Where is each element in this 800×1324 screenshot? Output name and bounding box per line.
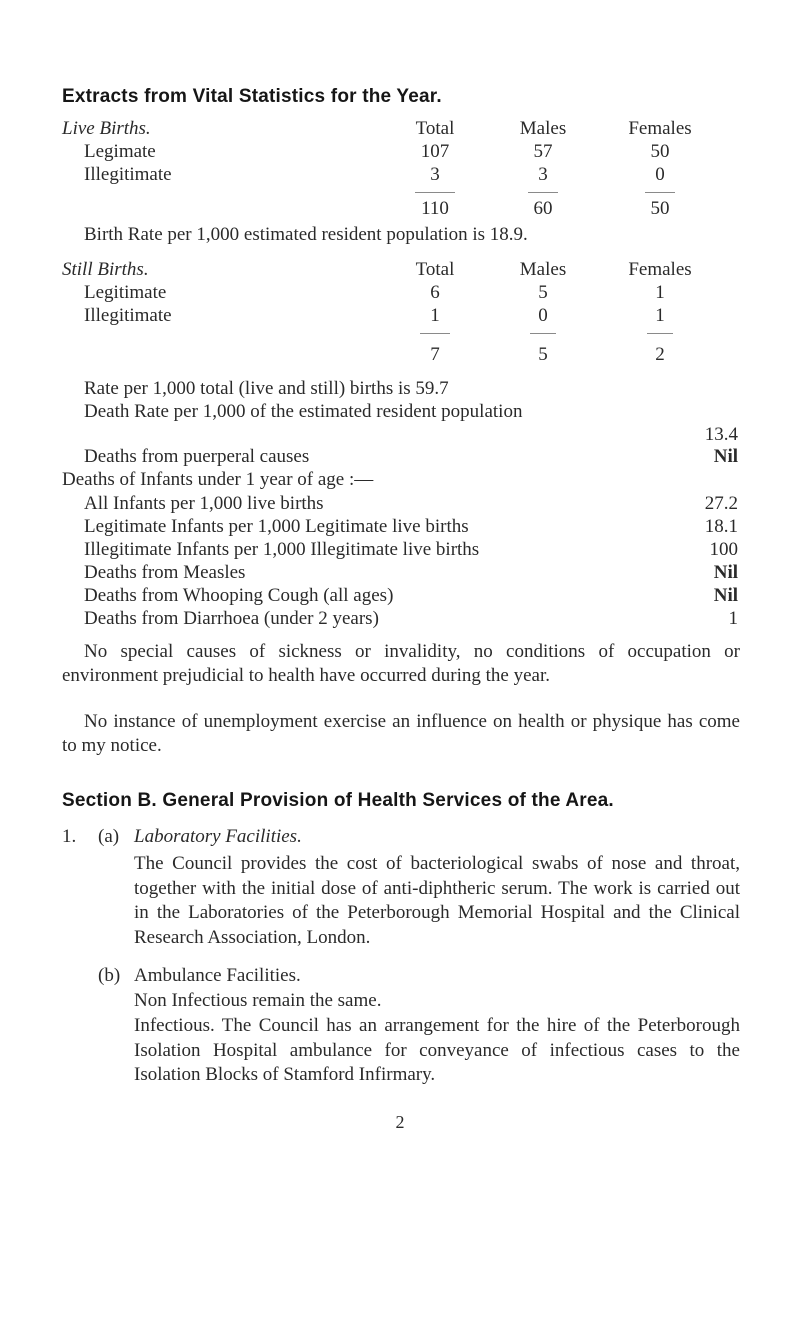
live-row-label: Legimate	[84, 141, 156, 162]
page-number: 2	[395, 1112, 405, 1132]
item-b-line1: Non Infectious remain the same.	[134, 990, 382, 1011]
paragraph-unemployment: No instance of unemployment exercise an influence on health or physique has come to my notice.	[62, 711, 740, 756]
live-col-total: Total	[415, 118, 455, 139]
still-sum-males: 5	[538, 344, 548, 365]
live-females-rule	[645, 192, 675, 193]
vital-statistics-heading: Extracts from Vital Statistics for the Year.	[62, 86, 442, 107]
puerperal-label: Deaths from puerperal causes	[84, 446, 310, 467]
item-a-marker: (a)	[98, 826, 120, 847]
infant-row-label: Illegitimate Infants per 1,000 Illegitimate live births	[84, 539, 480, 560]
section-b-heading: Section B. General Provision of Health Services of the Area.	[62, 790, 614, 811]
death-rate-label: Death Rate per 1,000 of the estimated resident population	[84, 401, 523, 422]
infant-row-label: Legitimate Infants per 1,000 Legitimate live births	[84, 516, 469, 537]
infant-row-label: Deaths from Measles	[84, 562, 246, 583]
still-males-rule	[530, 333, 556, 334]
puerperal-value: Nil	[713, 446, 738, 467]
birth-rate-line: Birth Rate per 1,000 estimated resident population is 18.9.	[84, 224, 528, 245]
live-row-total: 107	[420, 141, 450, 162]
live-births-title: Live Births.	[62, 118, 151, 139]
still-births-title: Still Births.	[62, 259, 149, 280]
still-females-rule	[647, 333, 673, 334]
live-row-males: 57	[533, 141, 553, 162]
live-row-males: 3	[538, 164, 548, 185]
item-b-title: Ambulance Facilities.	[134, 965, 301, 986]
still-sum-females: 2	[655, 344, 665, 365]
infant-row-label: Deaths from Whooping Cough (all ages)	[84, 585, 394, 606]
live-row-females: 0	[655, 164, 665, 185]
death-rate-value: 13.4	[704, 424, 738, 445]
live-col-females: Females	[628, 118, 692, 139]
live-sum-males: 60	[533, 198, 553, 219]
live-males-rule	[528, 192, 558, 193]
still-row-females: 1	[655, 282, 665, 303]
live-sum-total: 110	[421, 198, 449, 219]
live-row-females: 50	[650, 141, 670, 162]
infant-row-value: Nil	[713, 562, 738, 583]
still-row-label: Illegitimate	[84, 305, 172, 326]
still-row-males: 5	[538, 282, 548, 303]
infant-row-value: 18.1	[704, 516, 738, 537]
live-sum-females: 50	[650, 198, 670, 219]
infant-row-value: 1	[728, 608, 738, 629]
still-row-total: 1	[430, 305, 440, 326]
live-col-males: Males	[519, 118, 567, 139]
still-row-males: 0	[538, 305, 548, 326]
still-row-females: 1	[655, 305, 665, 326]
infant-row-label: Deaths from Diarrhoea (under 2 years)	[84, 608, 379, 629]
item-a-title: Laboratory Facilities.	[134, 826, 302, 847]
paragraph-sickness: No special causes of sickness or invalidity, no conditions of occupation or environment prejudicial to health have occurred during the year.	[62, 641, 740, 686]
live-row-total: 3	[430, 164, 440, 185]
total-births-rate-line: Rate per 1,000 total (live and still) births is 59.7	[84, 378, 449, 399]
still-sum-total: 7	[430, 344, 440, 365]
item-number: 1.	[62, 826, 77, 847]
still-col-males: Males	[519, 259, 567, 280]
infant-row-label: All Infants per 1,000 live births	[84, 493, 324, 514]
infant-row-value: 27.2	[704, 493, 738, 514]
live-row-label: Illegitimate	[84, 164, 172, 185]
live-total-rule	[415, 192, 455, 193]
still-row-total: 6	[430, 282, 440, 303]
item-b-marker: (b)	[98, 965, 121, 986]
still-row-label: Legitimate	[84, 282, 167, 303]
still-total-rule	[420, 333, 450, 334]
item-b-text: Infectious. The Council has an arrangement for the hire of the Peterborough Isolation Hospital ambulance for conveyance of infectious cases to the Isolation Blocks of Stamford Infirmary.	[134, 1015, 740, 1085]
still-col-females: Females	[628, 259, 692, 280]
infant-row-value: Nil	[713, 585, 738, 606]
item-a-text: The Council provides the cost of bacteriological swabs of nose and throat, together with the initial dose of anti-diphtheric serum. The work is carried out in the Laboratories of the Peterborough Memorial Hospital and the Clinical Research Association, London.	[134, 853, 740, 948]
still-col-total: Total	[415, 259, 455, 280]
infant-row-value: 100	[709, 539, 738, 560]
infants-heading: Deaths of Infants under 1 year of age :—	[62, 469, 374, 490]
